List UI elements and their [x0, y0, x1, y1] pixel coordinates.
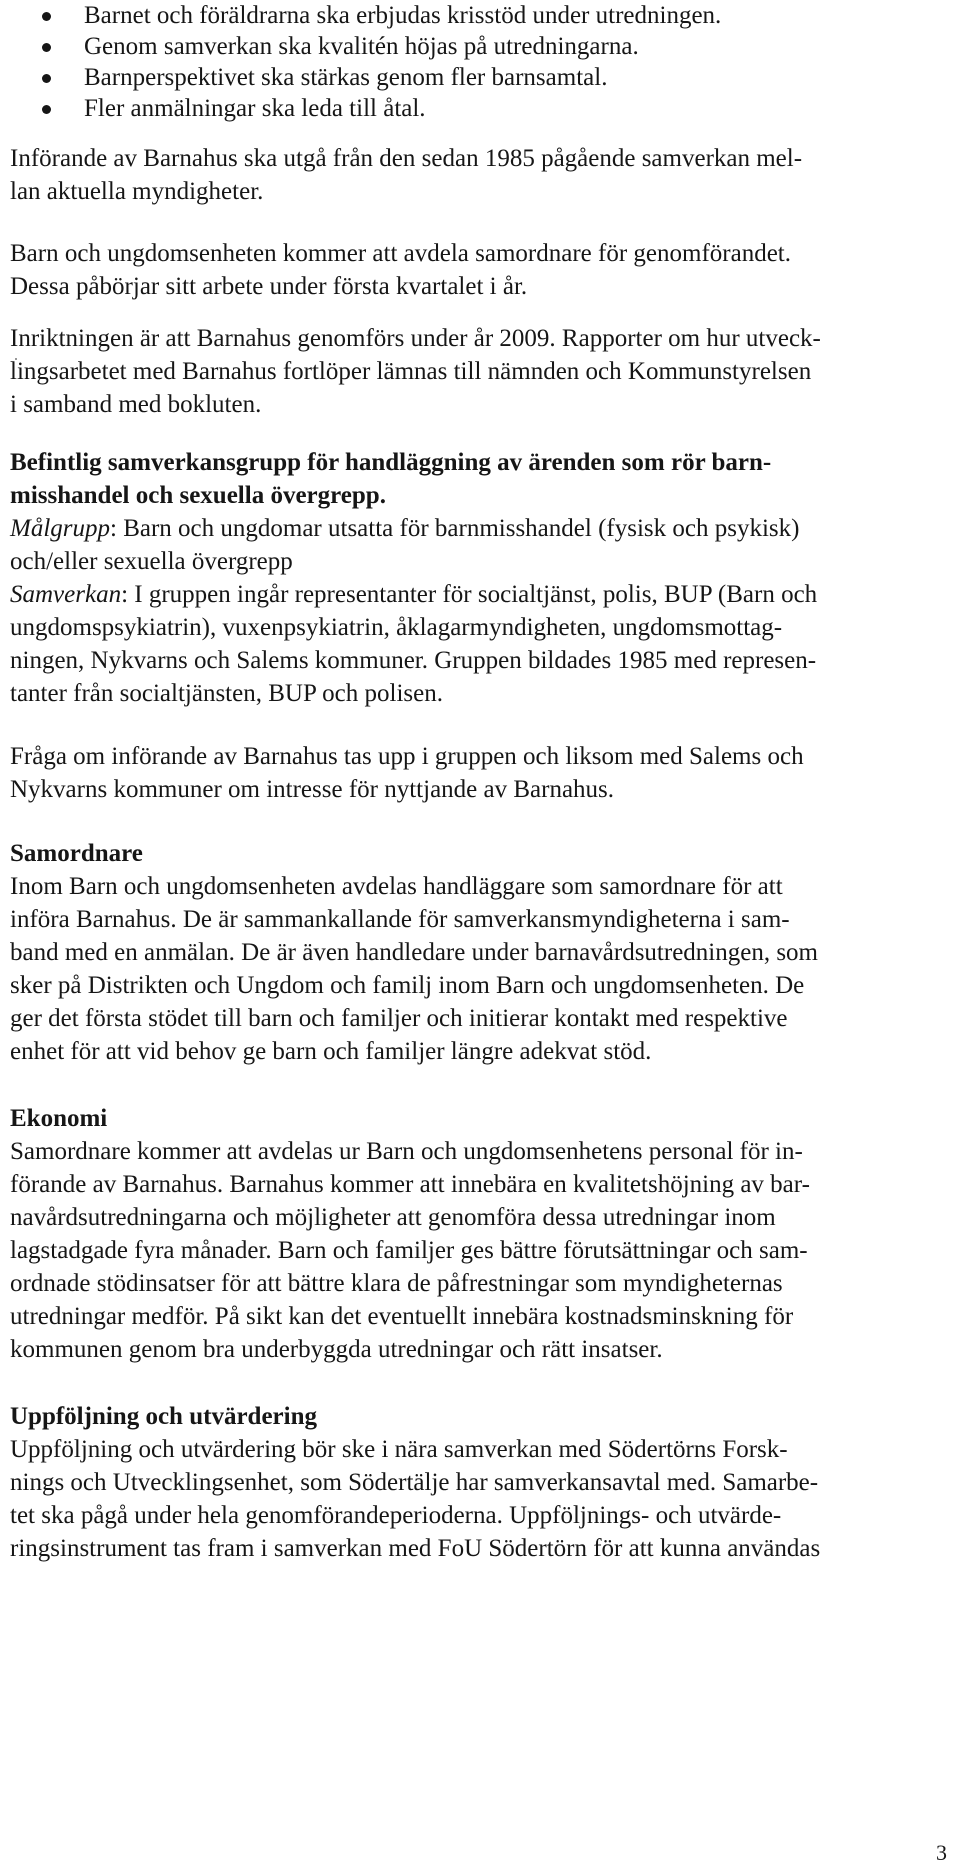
cooperation-label: Samverkan [10, 581, 122, 608]
cooperation-line: ningen, Nykvarns och Salems kommuner. Gruppen bildades 1985 med represen- [10, 647, 817, 674]
coordinator-line: Dessa påbörjar sitt arbete under första kvartalet i år. [10, 273, 528, 300]
samordnare-line: införa Barnahus. De är sammankallande för samverkansmyndigheterna i sam- [10, 906, 790, 933]
direction-line: Inriktningen är att Barnahus genomförs under år 2009. Rapporter om hur utveck- [10, 325, 821, 352]
bullet-item [40, 62, 721, 93]
cooperation-line: tanter från socialtjänsten, BUP och polisen. [10, 680, 443, 707]
bullet-text: Fler anmälningar ska leda till åtal. [84, 95, 426, 122]
bullet-text: Barnperspektivet ska stärkas genom fler barnsamtal. [84, 64, 608, 91]
target-group-text: : Barn och ungdomar utsatta för barnmisshandel (fysisk och psykisk) [110, 515, 800, 542]
bullet-item [40, 31, 721, 62]
bullet-icon [42, 74, 51, 83]
ekonomi-line: förande av Barnahus. Barnahus kommer att innebära en kvalitetshöjning av bar- [10, 1171, 810, 1198]
intro-line: Införande av Barnahus ska utgå från den sedan 1985 pågående samverkan mel- [10, 145, 803, 172]
cooperation-line: ungdomspsykiatrin), vuxenpsykiatrin, åklagarmyndigheten, ungdomsmottag- [10, 614, 783, 641]
uppfoljning-line: nings och Utvecklingsenhet, som Södertälje har samverkansavtal med. Samarbe- [10, 1469, 819, 1496]
bullet-text: Barnet och föräldrarna ska erbjudas krisstöd under utredningen. [84, 2, 722, 29]
group-heading-line: Befintlig samverkansgrupp för handläggning av ärenden som rör barn- [10, 449, 772, 476]
bullet-icon [42, 43, 51, 52]
samordnare-line: enhet för att vid behov ge barn och familjer längre adekvat stöd. [10, 1038, 652, 1065]
target-group-line: och/eller sexuella övergrepp [10, 548, 293, 575]
cooperation-text: : I gruppen ingår representanter för socialtjänst, polis, BUP (Barn och [121, 581, 818, 608]
page-number: 3 [936, 1840, 947, 1865]
bullet-icon [42, 12, 51, 21]
samordnare-line: Inom Barn och ungdomsenheten avdelas handläggare som samordnare för att [10, 873, 783, 900]
samordnare-line: band med en anmälan. De är även handledare under barnavårdsutredningen, som [10, 939, 819, 966]
target-group-line [10, 512, 799, 545]
question-line: Nykvarns kommuner om intresse för nyttjande av Barnahus. [10, 776, 615, 803]
uppfoljning-line: Uppföljning och utvärdering bör ske i nära samverkan med Södertörns Forsk- [10, 1436, 788, 1463]
ekonomi-heading: Ekonomi [10, 1105, 108, 1132]
samordnare-line: ger det första stödet till barn och familjer och initierar kontakt med respektive [10, 1005, 788, 1032]
cooperation-line [10, 578, 817, 611]
coordinator-line: Barn och ungdomsenheten kommer att avdela samordnare för genomförandet. [10, 240, 791, 267]
target-group-label: Målgrupp [10, 515, 110, 542]
bullet-item [40, 0, 721, 31]
bullet-text: Genom samverkan ska kvalitén höjas på utredningarna. [84, 33, 639, 60]
goals-bullet-list [40, 0, 721, 124]
group-heading-line: misshandel och sexuella övergrepp. [10, 482, 386, 509]
uppfoljning-heading: Uppföljning och utvärdering [10, 1403, 317, 1430]
ekonomi-line: kommunen genom bra underbyggda utredningar och rätt insatser. [10, 1336, 663, 1363]
direction-line: i samband med bokluten. [10, 391, 262, 418]
ekonomi-line: ordnade stödinsatser för att bättre klara de påfrestningar som myndigheternas [10, 1270, 783, 1297]
uppfoljning-line: ringsinstrument tas fram i samverkan med FoU Södertörn för att kunna användas [10, 1535, 821, 1562]
uppfoljning-line: tet ska pågå under hela genomförandeperioderna. Uppföljnings- och utvärde- [10, 1502, 782, 1529]
bullet-icon [42, 105, 51, 114]
ekonomi-line: lagstadgade fyra månader. Barn och familjer ges bättre förutsättningar och sam- [10, 1237, 808, 1264]
ekonomi-line: utredningar medför. På sikt kan det eventuellt innebära kostnadsminskning för [10, 1303, 794, 1330]
direction-line: lingsarbetet med Barnahus fortlöper lämnas till nämnden och Kommunstyrelsen [10, 358, 812, 385]
samordnare-heading: Samordnare [10, 840, 143, 867]
intro-line: lan aktuella myndigheter. [10, 178, 264, 205]
ekonomi-line: navårdsutredningarna och möjligheter att genomföra dessa utredningar inom [10, 1204, 776, 1231]
ekonomi-line: Samordnare kommer att avdelas ur Barn och ungdomsenhetens personal för in- [10, 1138, 803, 1165]
bullet-item [40, 93, 721, 124]
question-line: Fråga om införande av Barnahus tas upp i gruppen och liksom med Salems och [10, 743, 804, 770]
samordnare-line: sker på Distrikten och Ungdom och familj inom Barn och ungdomsenheten. De [10, 972, 805, 999]
